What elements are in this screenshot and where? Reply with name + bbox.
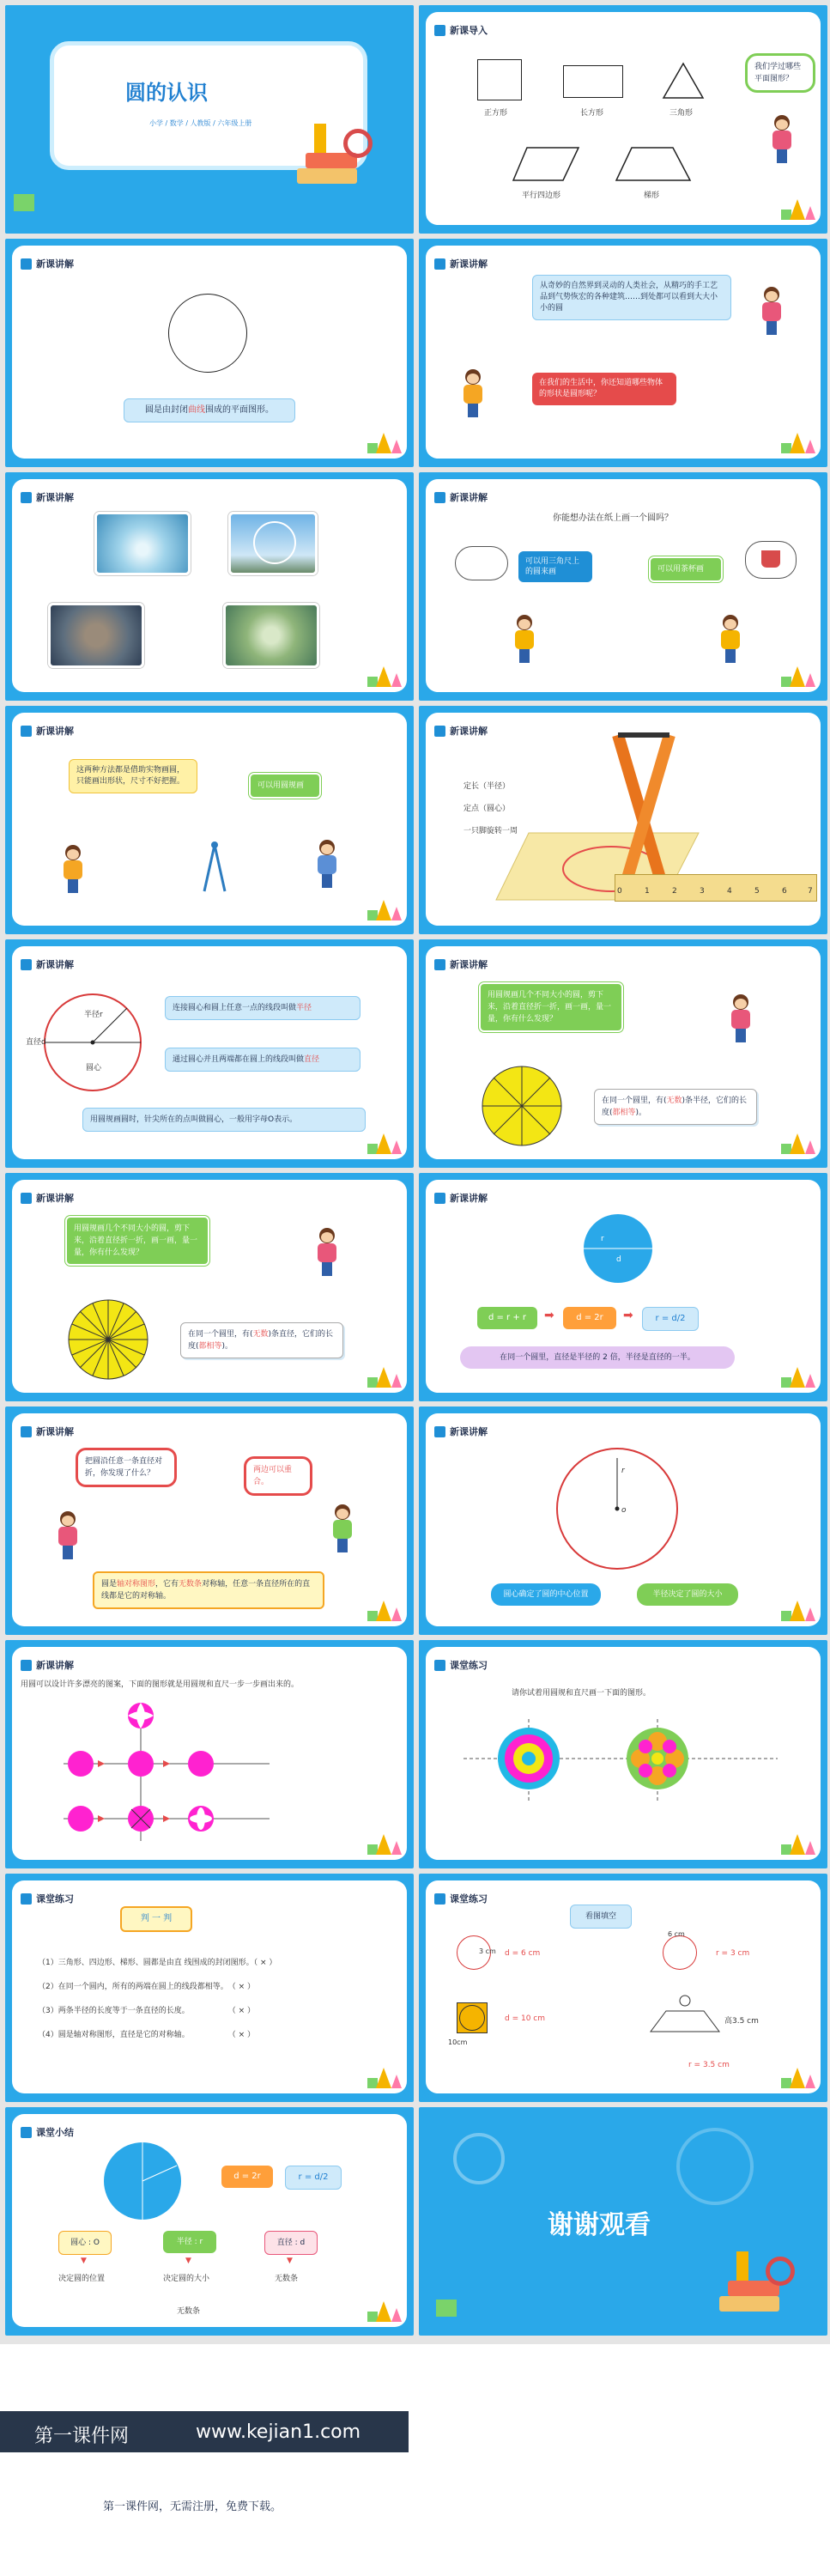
slide-diameter-fold[interactable]: [5, 1173, 414, 1401]
header-icon: [21, 2127, 32, 2138]
header-icon: [21, 1660, 32, 1671]
header-icon: [434, 1193, 445, 1204]
formula-box: d = r + r: [477, 1307, 537, 1329]
slide-heading: 新课讲解: [36, 258, 74, 270]
question-bubble: 在我们的生活中，你还知道哪些物体的形状是圆形呢？: [532, 373, 676, 405]
pattern-steps: [46, 1695, 373, 1858]
trapezoid-q4: [649, 1992, 721, 2035]
given-value: 3 cm: [479, 1947, 496, 1955]
formula-box: r = d/2: [642, 1307, 699, 1331]
answer-fill: 无数: [666, 1097, 682, 1105]
square-q3: [457, 2002, 488, 2033]
slide-circles-in-life[interactable]: [419, 239, 827, 467]
definition-text: 圆是由封闭: [145, 405, 188, 415]
header-icon: [21, 1193, 32, 1204]
header-icon: [434, 1893, 445, 1905]
step-label: 定长（半径）: [463, 782, 511, 791]
slide-thanks[interactable]: [419, 2107, 827, 2336]
slide-heading: 新课讲解: [450, 1193, 488, 1204]
note-text: 对称轴，任意一条直径所在的直线都是它的对称轴。: [101, 1580, 311, 1601]
blue-circle: [101, 2140, 184, 2222]
formula-box: r = d/2: [285, 2166, 342, 2190]
folded-circle: [479, 1063, 565, 1149]
concept-detail: 决定圆的大小: [163, 2275, 210, 2283]
compass-icon: [592, 730, 694, 884]
highlight-text: 曲线: [188, 405, 205, 415]
center-note: 圆心确定了圆的中心位置: [491, 1583, 601, 1606]
slide-true-false[interactable]: [5, 1874, 414, 2102]
book-illustration: [288, 117, 391, 194]
slide-practice-draw[interactable]: [419, 1640, 827, 1868]
answer-box: [594, 1089, 757, 1125]
answer-bubble: 两边可以重合。: [244, 1456, 312, 1496]
girl-illustration: [728, 994, 754, 1042]
footer-brand: 第一课件网: [34, 2426, 130, 2447]
diameter-definition: [165, 1048, 360, 1072]
ruler-tick: 7: [808, 887, 813, 896]
note-highlight: 无数条: [179, 1580, 203, 1589]
answer-text: )。: [635, 1109, 647, 1117]
book-illustration: [711, 2245, 814, 2322]
radius-definition: [165, 996, 360, 1020]
definition-box: [124, 398, 295, 422]
square-shape: [477, 59, 522, 100]
slide-compass-steps[interactable]: [419, 706, 827, 934]
decor-ring: [453, 2133, 505, 2184]
boy-illustration: [330, 1504, 355, 1552]
header-icon: [434, 25, 445, 36]
slide-title[interactable]: [5, 5, 414, 234]
slide-heading: 新课讲解: [450, 258, 488, 270]
bubble-cup: 可以用茶杯画: [649, 556, 723, 582]
slide-heading: 课堂练习: [450, 1660, 488, 1671]
rectangle-shape: [563, 65, 623, 98]
section-tag: 判 一 判: [120, 1906, 192, 1932]
decor-ring: [676, 2128, 754, 2205]
question-text: 你能想办法在纸上画一个圆吗？: [553, 513, 673, 523]
question-item: （2）在同一个圆内，所有的两端在圆上的线段都相等。 （ × ）: [38, 1983, 255, 1991]
answer-value: r = 3.5 cm: [688, 2061, 730, 2069]
center-label: 圆心: [86, 1064, 102, 1072]
header-icon: [21, 726, 32, 737]
ruler: [615, 874, 817, 902]
header-icon: [21, 258, 32, 270]
arrow-icon: ➡: [623, 1309, 633, 1322]
info-bubble: 这两种方法都是借助实物画圆，只能画出形状，尺寸不好把握。: [69, 759, 197, 793]
girl-illustration: [55, 1511, 81, 1559]
slide-draw-circle[interactable]: [419, 472, 827, 701]
plaza-photo: [223, 603, 319, 668]
slide-heading: 新课讲解: [36, 1660, 74, 1671]
slide-summary[interactable]: [5, 2107, 414, 2336]
slide-fill-in[interactable]: [419, 1874, 827, 2102]
footer-note: 第一课件网，无需注册，免费下载。: [103, 2500, 282, 2513]
triangle-ruler-thought: [455, 546, 508, 580]
step-label: 定点（圆心）: [463, 805, 511, 813]
slide-heading: 新课讲解: [450, 726, 488, 737]
radius-label: r: [621, 1467, 625, 1475]
slide-intro[interactable]: [419, 5, 827, 234]
header-icon: [21, 1426, 32, 1437]
header-icon: [21, 1893, 32, 1905]
slide-patterns[interactable]: [5, 1640, 414, 1868]
concept-detail: 无数条: [177, 2307, 201, 2316]
symmetry-note: [93, 1571, 324, 1609]
circle-diagram: [41, 991, 144, 1094]
shape-label: 梯形: [644, 191, 660, 200]
answer-fill: 都相等: [198, 1342, 222, 1351]
footer-band: [0, 2411, 409, 2452]
slide-heading: 新课讲解: [450, 959, 488, 970]
blue-circle: [580, 1211, 656, 1286]
diameter-label: 直径d: [26, 1038, 46, 1047]
note-text: ，它有: [155, 1580, 179, 1589]
cube-decoration: [14, 194, 34, 211]
ruler-tick: 5: [754, 887, 760, 896]
answer-text: )条半径，它们的长度(: [602, 1097, 748, 1117]
given-value: 10cm: [448, 2038, 468, 2046]
ferris-wheel-photo: [228, 512, 318, 575]
slide-symmetry[interactable]: [5, 1406, 414, 1635]
arrow-icon: ▼: [287, 2257, 293, 2265]
task-bubble: 用圆规画几个不同大小的圆，剪下来，沿着直径折一折，画一画，量一量，你有什么发现？: [65, 1216, 209, 1266]
radius-label: r: [601, 1235, 604, 1243]
formula-box: d = 2r: [221, 2166, 273, 2188]
slide-heading: 课堂练习: [36, 1893, 74, 1905]
ruler-tick: 0: [617, 887, 622, 896]
ruler-tick: 6: [782, 887, 787, 896]
answer-text: 在同一个圆里，有(: [188, 1330, 253, 1339]
concept-detail: 无数条: [275, 2275, 299, 2283]
arrow-icon: ➡: [544, 1309, 554, 1322]
water-drop-photo: [94, 512, 191, 575]
parallelogram-shape: [512, 146, 580, 182]
shape-label: 长方形: [580, 109, 604, 118]
thanks-title: 谢谢观看: [548, 2210, 651, 2240]
definition-text: 围成的平面图形。: [205, 405, 274, 415]
ruler-tick: 4: [727, 887, 732, 896]
cube-decoration: [436, 2300, 457, 2317]
cup-thought: [745, 541, 797, 579]
slide-heading: 新课导入: [450, 25, 488, 36]
given-value: 6 cm: [668, 1930, 685, 1938]
slide-heading: 新课讲解: [450, 492, 488, 503]
header-icon: [434, 959, 445, 970]
ruler-tick: 1: [645, 887, 650, 896]
boy-illustration: [718, 615, 743, 663]
shape-label: 三角形: [669, 109, 694, 118]
bubble-ruler: 可以用三角尺上的圆来画: [518, 551, 592, 582]
section-tag: 看图填空: [570, 1905, 632, 1929]
question-item: （1）三角形、四边形、梯形、圆都是由直 线围成的封闭图形。（ × ）: [38, 1959, 277, 1967]
task-bubble: 用圆规画几个不同大小的圆，剪下来，沿着直径折一折，画一画，量一量，你有什么发现？: [479, 982, 623, 1032]
compass-bubble: 可以用圆规画: [249, 773, 321, 799]
slide-heading: 新课讲解: [36, 1193, 74, 1204]
header-icon: [434, 1426, 445, 1437]
girl-illustration: [769, 115, 795, 163]
highlight-text: 半径: [296, 1004, 312, 1012]
slide-compass[interactable]: [5, 706, 414, 934]
slide-heading: 新课讲解: [36, 726, 74, 737]
building-photo: [48, 603, 144, 668]
highlight-text: 直径: [304, 1055, 320, 1064]
center-definition: 用圆规画圆时，针尖所在的点叫做圆心，一般用字母O表示。: [82, 1108, 366, 1132]
answer-value: r = 3 cm: [716, 1949, 750, 1958]
summary-band: 在同一个圆里，直径是半径的 2 倍，半径是直径的一半。: [460, 1346, 735, 1369]
diameter-label: d: [616, 1255, 621, 1264]
step-label: 一只脚旋转一周: [463, 827, 518, 835]
slide-center-radius[interactable]: [419, 1406, 827, 1635]
radius-note: 半径决定了圆的大小: [637, 1583, 738, 1606]
concept-diameter: 直径 : d: [264, 2231, 318, 2255]
boy-illustration: [314, 840, 340, 888]
boy-illustration: [512, 615, 537, 663]
subtitle: 小学 / 数学 / 人教版 / 六年级上册: [149, 119, 252, 127]
note-highlight: 轴对称图形: [117, 1580, 156, 1589]
slide-heading: 新课讲解: [36, 1426, 74, 1437]
header-icon: [434, 492, 445, 503]
circle-q2: [663, 1935, 697, 1970]
answer-box: [180, 1322, 343, 1358]
boy-illustration: [460, 369, 486, 417]
folded-circle: [65, 1297, 151, 1382]
header-icon: [434, 726, 445, 737]
center-label: o: [621, 1506, 627, 1515]
slide-radius-fold[interactable]: [419, 939, 827, 1168]
header-icon: [434, 1660, 445, 1671]
answer-text: )。: [221, 1342, 233, 1351]
speech-bubble: 我们学过哪些平面图形？: [745, 53, 815, 93]
answer-fill: 都相等: [612, 1109, 636, 1117]
slide-heading: 课堂小结: [36, 2127, 74, 2138]
definition-text: 连接圆心和圆上任意一点的线段叫做: [173, 1004, 297, 1012]
concept-radius: 半径 : r: [163, 2231, 216, 2253]
info-bubble: 从奇妙的自然界到灵动的人类社会，从精巧的手工艺品到气势恢宏的各种建筑……到处都可以看到大大小小的圆: [532, 275, 731, 320]
definition-text: 通过圆心并且两端都在圆上的线段叫做: [173, 1055, 305, 1064]
trapezoid-shape: [615, 146, 692, 182]
note-text: 圆是: [101, 1580, 118, 1589]
shape-label: 平行四边形: [522, 191, 561, 200]
question-item: （3）两条半径的长度等于一条直径的长度。 （ × ）: [38, 2007, 255, 2015]
header-icon: [434, 258, 445, 270]
instruction-text: 用圆可以设计许多漂亮的图案，下面的图形就是用圆规和直尺一步一步画出来的。: [21, 1680, 300, 1689]
question-item: （4）圆是轴对称图形，直径是它的对称轴。 （ × ）: [38, 2031, 255, 2039]
slide-heading: 新课讲解: [36, 959, 74, 970]
ruler-tick: 3: [700, 887, 705, 896]
slide-heading: 新课讲解: [36, 492, 74, 503]
flower-patterns: [460, 1716, 786, 1810]
slide-heading: 新课讲解: [450, 1426, 488, 1437]
answer-fill: 无数: [252, 1330, 269, 1339]
slide-circle-definition[interactable]: [5, 239, 414, 467]
header-icon: [21, 959, 32, 970]
circle-shape: [168, 294, 247, 373]
girl-illustration: [60, 845, 86, 893]
concept-center: 圆心 : O: [58, 2231, 112, 2255]
concept-detail: 决定圆的位置: [58, 2275, 106, 2283]
page-title: 圆的认识: [125, 81, 208, 105]
instruction-text: 请你试着用圆规和直尺画一下面的图形。: [512, 1689, 651, 1698]
compass-icon: [197, 840, 232, 895]
arrow-icon: ▼: [185, 2257, 191, 2265]
given-value: 高3.5 cm: [724, 2017, 759, 2026]
question-bubble: 把圆沿任意一条直径对折，你发现了什么？: [76, 1448, 177, 1487]
header-icon: [21, 492, 32, 503]
answer-text: 在同一个圆里，有(: [602, 1097, 667, 1105]
ruler-tick: 2: [672, 887, 677, 896]
slide-radius-diameter[interactable]: [5, 939, 414, 1168]
radius-label: 半径r: [84, 1011, 103, 1019]
answer-value: d = 6 cm: [505, 1949, 541, 1958]
formula-box: d = 2r: [563, 1307, 616, 1329]
answer-value: d = 10 cm: [505, 2014, 546, 2023]
slide-photos[interactable]: [5, 472, 414, 701]
slide-formula[interactable]: [419, 1173, 827, 1401]
shape-label: 正方形: [484, 109, 508, 118]
triangle-shape: [662, 62, 705, 100]
footer-url[interactable]: www.kejian1.com: [196, 2421, 361, 2443]
circle-diagram: [554, 1446, 680, 1571]
answer-text: )条直径，它们的长度(: [188, 1330, 334, 1351]
girl-illustration: [759, 287, 785, 335]
slide-heading: 课堂练习: [450, 1893, 488, 1905]
arrow-icon: ▼: [81, 2257, 87, 2265]
girl-illustration: [314, 1228, 340, 1276]
